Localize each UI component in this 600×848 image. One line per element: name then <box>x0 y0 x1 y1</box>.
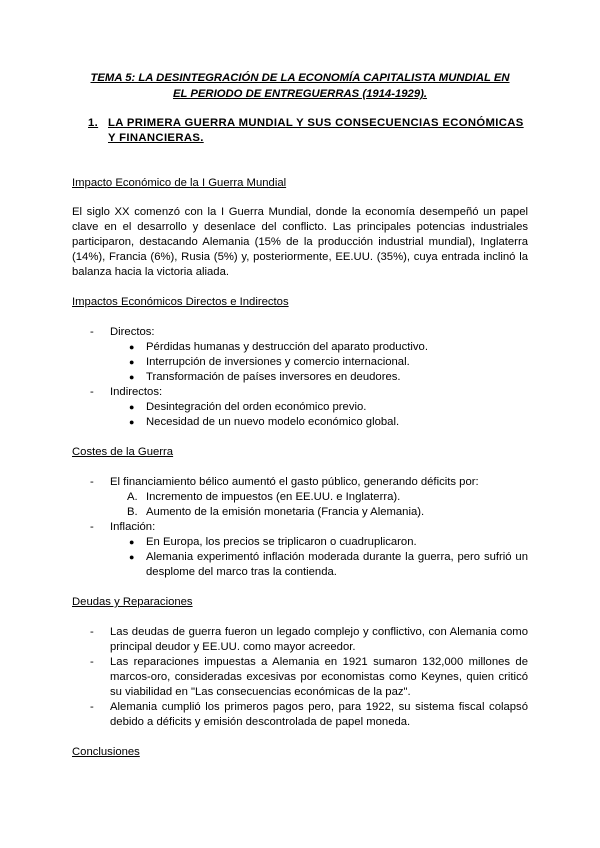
list-item-text: Necesidad de un nuevo modelo económico global. <box>146 416 400 428</box>
dash-marker: - <box>90 326 94 338</box>
impactos-list <box>72 325 528 430</box>
list-item <box>72 550 528 580</box>
list-item-text: El financiamiento bélico aumentó el gasto público, generando déficits por: <box>110 476 479 488</box>
list-item-text: Desintegración del orden económico previo. <box>146 401 367 413</box>
list-item <box>72 535 528 550</box>
list-item <box>72 400 528 415</box>
list-item <box>72 385 528 400</box>
list-item <box>72 415 528 430</box>
impactos-heading: Impactos Económicos Directos e Indirectos <box>72 296 289 308</box>
dash-marker: - <box>90 656 94 668</box>
inflacion-label: Inflación: <box>110 521 156 533</box>
document-title: TEMA 5: LA DESINTEGRACIÓN DE LA ECONOMÍA CAPITALISTA MUNDIAL EN EL PERIODO DE ENTREGUERRAS (1914-1929). <box>90 72 510 100</box>
list-item <box>72 340 528 355</box>
bullet-icon: ● <box>129 552 135 562</box>
conclusiones-heading: Conclusiones <box>72 746 140 758</box>
bullet-icon: ● <box>129 402 135 412</box>
bullet-icon: ● <box>129 537 135 547</box>
list-item <box>72 355 528 370</box>
costes-list <box>72 475 528 580</box>
alpha-marker: B. <box>127 506 138 518</box>
bullet-icon: ● <box>129 342 135 352</box>
dash-marker: - <box>90 476 94 488</box>
indirectos-label: Indirectos: <box>110 386 163 398</box>
deudas-list <box>72 625 528 730</box>
deudas-heading: Deudas y Reparaciones <box>72 596 193 608</box>
list-item-text: Las reparaciones impuestas a Alemania en 1921 sumaron 132,000 millones de marcos-oro, consideradas excesivas por economistas como Keynes, quien criticó su viabilidad en "Las consecuencias económicas de la paz". <box>110 656 528 698</box>
list-item <box>72 520 528 535</box>
list-item <box>72 490 528 505</box>
dash-marker: - <box>90 521 94 533</box>
dash-marker: - <box>90 701 94 713</box>
list-item <box>72 505 528 520</box>
list-item <box>72 700 528 730</box>
list-item <box>72 475 528 490</box>
list-item-text: Alemania cumplió los primeros pagos pero, para 1922, su sistema fiscal colapsó debido a déficits y emisión descontrolada de papel moneda. <box>110 701 528 728</box>
dash-marker: - <box>90 626 94 638</box>
list-item-text: Pérdidas humanas y destrucción del aparato productivo. <box>146 341 428 353</box>
section-title-text: LA PRIMERA GUERRA MUNDIAL Y SUS CONSECUENCIAS ECONÓMICAS Y FINANCIERAS. <box>108 117 524 144</box>
list-item <box>72 370 528 385</box>
list-item <box>72 325 528 340</box>
list-item <box>72 655 528 700</box>
list-item-text: Incremento de impuestos (en EE.UU. e Inglaterra). <box>146 491 401 503</box>
list-item <box>72 625 528 655</box>
section-heading <box>88 116 528 146</box>
list-item-text: Transformación de países inversores en deudores. <box>146 371 401 383</box>
list-item-text: Las deudas de guerra fueron un legado complejo y conflictivo, con Alemania como principal deudor y EE.UU. como mayor acreedor. <box>110 626 528 653</box>
list-item-text: Interrupción de inversiones y comercio internacional. <box>146 356 410 368</box>
impacto-paragraph: El siglo XX comenzó con la I Guerra Mundial, donde la economía desempeñó un papel clave en el desarrollo y desenlace del conflicto. Las principales potencias industriales participaron, destacando Alemania (15% de la producción industrial mundial), Inglaterra (14%), Francia (6%), Rusia (5%) y, posteriormente, EE.UU. (35%), cuya entrada inclinó la balanza hacia la victoria aliada. <box>72 206 528 278</box>
list-item-text: Aumento de la emisión monetaria (Francia y Alemania). <box>146 506 425 518</box>
alpha-marker: A. <box>127 491 138 503</box>
costes-heading: Costes de la Guerra <box>72 446 174 458</box>
bullet-icon: ● <box>129 417 135 427</box>
list-item-text: En Europa, los precios se triplicaron o cuadruplicaron. <box>146 536 417 548</box>
list-item-text: Alemania experimentó inflación moderada durante la guerra, pero sufrió un desplome del marco tras la contienda. <box>146 551 528 578</box>
dash-marker: - <box>90 386 94 398</box>
impacto-heading: Impacto Económico de la I Guerra Mundial <box>72 177 287 189</box>
bullet-icon: ● <box>129 357 135 367</box>
directos-label: Directos: <box>110 326 155 338</box>
section-number: 1. <box>88 117 99 129</box>
bullet-icon: ● <box>129 372 135 382</box>
